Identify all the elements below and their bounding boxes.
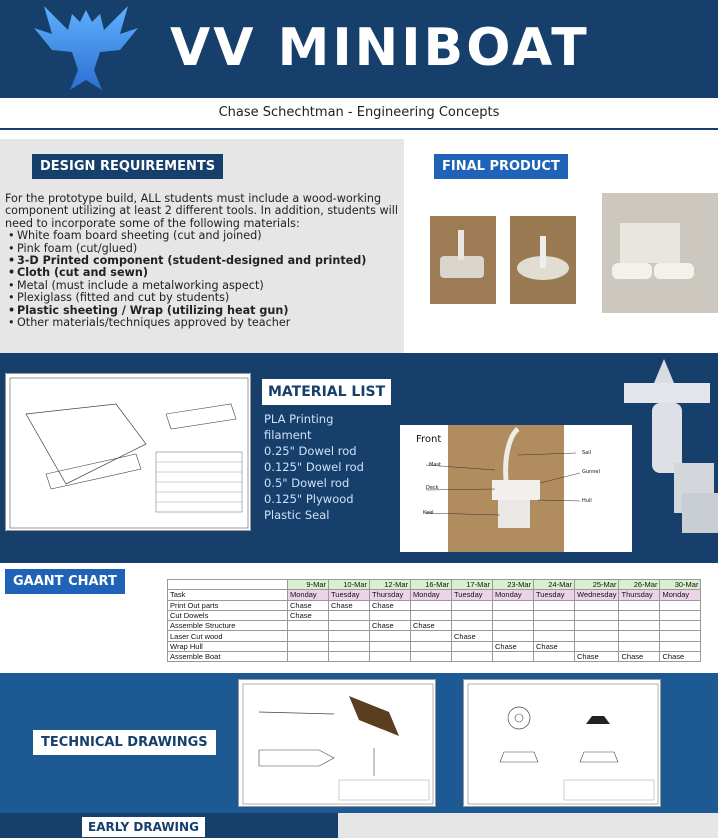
table-cell [534,621,575,631]
date-cell: 16-Mar [411,580,452,590]
table-cell: Chase [370,621,411,631]
photo-label-keel: Keel [423,510,434,516]
table-cell [660,610,701,620]
table-cell [493,631,534,641]
technical-drawing-image [239,680,437,808]
table-row [168,580,701,590]
table-cell: Chase [619,652,660,662]
boat-photo-image [510,216,576,304]
table-cell [370,641,411,651]
table-cell [329,641,370,651]
table-cell [452,652,493,662]
day-cell: Thursday [370,590,411,600]
date-cell: 26-Mar [619,580,660,590]
table-cell: Chase [534,641,575,651]
table-cell: Chase [288,610,329,620]
table-cell [411,610,452,620]
assembly-drawing [5,373,251,531]
table-cell [288,621,329,631]
table-cell [411,631,452,641]
table-row [168,590,701,600]
list-item: Plastic Seal [264,508,330,522]
table-cell [619,631,660,641]
table-cell [452,610,493,620]
table-row [168,631,701,641]
table-cell [619,600,660,610]
final-product-photo-1 [430,216,496,304]
table-cell [534,652,575,662]
list-item: PLA Printing [264,412,334,426]
subtitle: Chase Schechtman - Engineering Concepts [218,105,500,120]
table-cell: Chase [411,621,452,631]
final-product-heading: FINAL PRODUCT [434,154,568,179]
design-requirements-body [5,193,400,329]
table-cell [534,610,575,620]
table-row [168,600,701,610]
photo-label-front: Front [416,434,442,445]
list-item: 0.125" Dowel rod [264,460,364,474]
gantt-heading: GAANT CHART [5,569,125,594]
date-cell: 17-Mar [452,580,493,590]
list-item: • Plastic sheeting / Wrap (utilizing heat gun) [5,305,400,317]
task-cell: Laser Cut wood [168,631,288,641]
day-cell: Tuesday [452,590,493,600]
task-cell: Assemble Structure [168,621,288,631]
table-cell [168,580,288,590]
table-cell [619,641,660,651]
list-item: • Cloth (cut and sewn) [5,267,400,279]
table-cell [619,610,660,620]
day-cell: Monday [288,590,329,600]
photo-label-deck: Deck [426,485,439,491]
requirements-list [5,230,400,329]
gantt-table [167,579,701,662]
day-cell: Monday [493,590,534,600]
table-cell: Chase [660,652,701,662]
table-cell [452,600,493,610]
photo-label-hull: Hull [582,498,592,504]
table-cell [619,621,660,631]
table-cell [452,641,493,651]
table-cell [493,600,534,610]
header-banner [0,0,718,98]
technical-drawing-1 [238,679,436,807]
technical-drawing-image [464,680,662,808]
table-cell [575,641,619,651]
final-product-section [404,139,718,353]
date-cell: 9-Mar [288,580,329,590]
date-cell: 23-Mar [493,580,534,590]
labeled-boat-photo [400,425,632,552]
photo-label-mast: Mast [429,462,441,468]
boat-photo-image [602,193,718,313]
list-item: • White foam board sheeting (cut and joined) [5,230,400,242]
table-cell [370,631,411,641]
technical-drawing-2 [463,679,661,807]
design-requirements-heading: DESIGN REQUIREMENTS [32,154,223,179]
list-item: • Metal (must include a metalworking aspect) [5,280,400,292]
table-cell [288,631,329,641]
list-item: 0.125" Plywood [264,492,354,506]
list-item: • Other materials/techniques approved by teacher [5,317,400,329]
table-cell [534,631,575,641]
table-cell: Chase [329,600,370,610]
photo-label-sail: Sail [582,450,592,456]
table-cell: Chase [493,641,534,651]
date-cell: 30-Mar [660,580,701,590]
table-cell [411,641,452,651]
table-cell [329,652,370,662]
table-cell [493,652,534,662]
boat-photo-image [430,216,496,304]
table-cell [660,621,701,631]
table-cell [534,600,575,610]
list-item: • Plexiglass (fitted and cut by students) [5,292,400,304]
list-item: 0.25" Dowel rod [264,444,357,458]
day-cell: Tuesday [329,590,370,600]
table-cell [288,652,329,662]
list-item: • 3-D Printed component (student-designed and printed) [5,255,400,267]
subtitle-bar [0,98,718,130]
list-item: 0.5" Dowel rod [264,476,350,490]
date-cell: 10-Mar [329,580,370,590]
table-cell [288,641,329,651]
day-cell: Tuesday [534,590,575,600]
task-cell: Wrap Hull [168,641,288,651]
table-row [168,610,701,620]
task-cell: Print Out parts [168,600,288,610]
day-cell: Monday [411,590,452,600]
list-item: filament [264,428,312,442]
table-cell [411,600,452,610]
table-cell [370,652,411,662]
table-cell [660,600,701,610]
table-row [168,641,701,651]
table-cell [575,621,619,631]
day-cell: Thursday [619,590,660,600]
final-product-photo-2 [510,216,576,304]
table-cell [329,631,370,641]
design-requirements-section [0,139,404,353]
table-cell [329,610,370,620]
day-cell: Wednesday [575,590,619,600]
table-cell [411,652,452,662]
material-list [264,411,364,523]
technical-drawings-section [0,673,718,813]
table-cell [493,621,534,631]
table-cell: Chase [575,652,619,662]
date-cell: 25-Mar [575,580,619,590]
table-cell [329,621,370,631]
design-requirements-intro: For the prototype build, ALL students must include a wood-working component utilizing at least 2 different tools. In addition, students will need to incorporate some of the following materials: [5,192,398,230]
assembly-drawing-image [6,374,252,532]
table-cell [575,631,619,641]
technical-drawings-heading: TECHNICAL DRAWINGS [33,730,216,755]
table-cell: Chase [288,600,329,610]
early-drawing-panel [338,813,718,838]
phoenix-logo-icon [30,0,142,92]
gantt-section [0,563,718,673]
table-cell [575,610,619,620]
page-title: VV MINIBOAT [170,18,590,78]
task-header: Task [168,590,288,600]
table-cell [493,610,534,620]
table-cell [370,610,411,620]
date-cell: 12-Mar [370,580,411,590]
day-cell: Monday [660,590,701,600]
task-cell: Cut Dowels [168,610,288,620]
table-cell [452,621,493,631]
task-cell: Assemble Boat [168,652,288,662]
list-item: • Pink foam (cut/glued) [5,243,400,255]
table-row [168,621,701,631]
early-drawing-heading: EARLY DRAWING [82,817,205,837]
final-product-photo-3 [602,193,718,313]
table-cell [575,600,619,610]
table-cell [660,641,701,651]
table-cell: Chase [452,631,493,641]
material-list-heading: MATERIAL LIST [262,379,391,405]
table-row [168,652,701,662]
table-cell: Chase [370,600,411,610]
photo-label-gunnel: Gunnel [582,469,600,475]
date-cell: 24-Mar [534,580,575,590]
table-cell [660,631,701,641]
